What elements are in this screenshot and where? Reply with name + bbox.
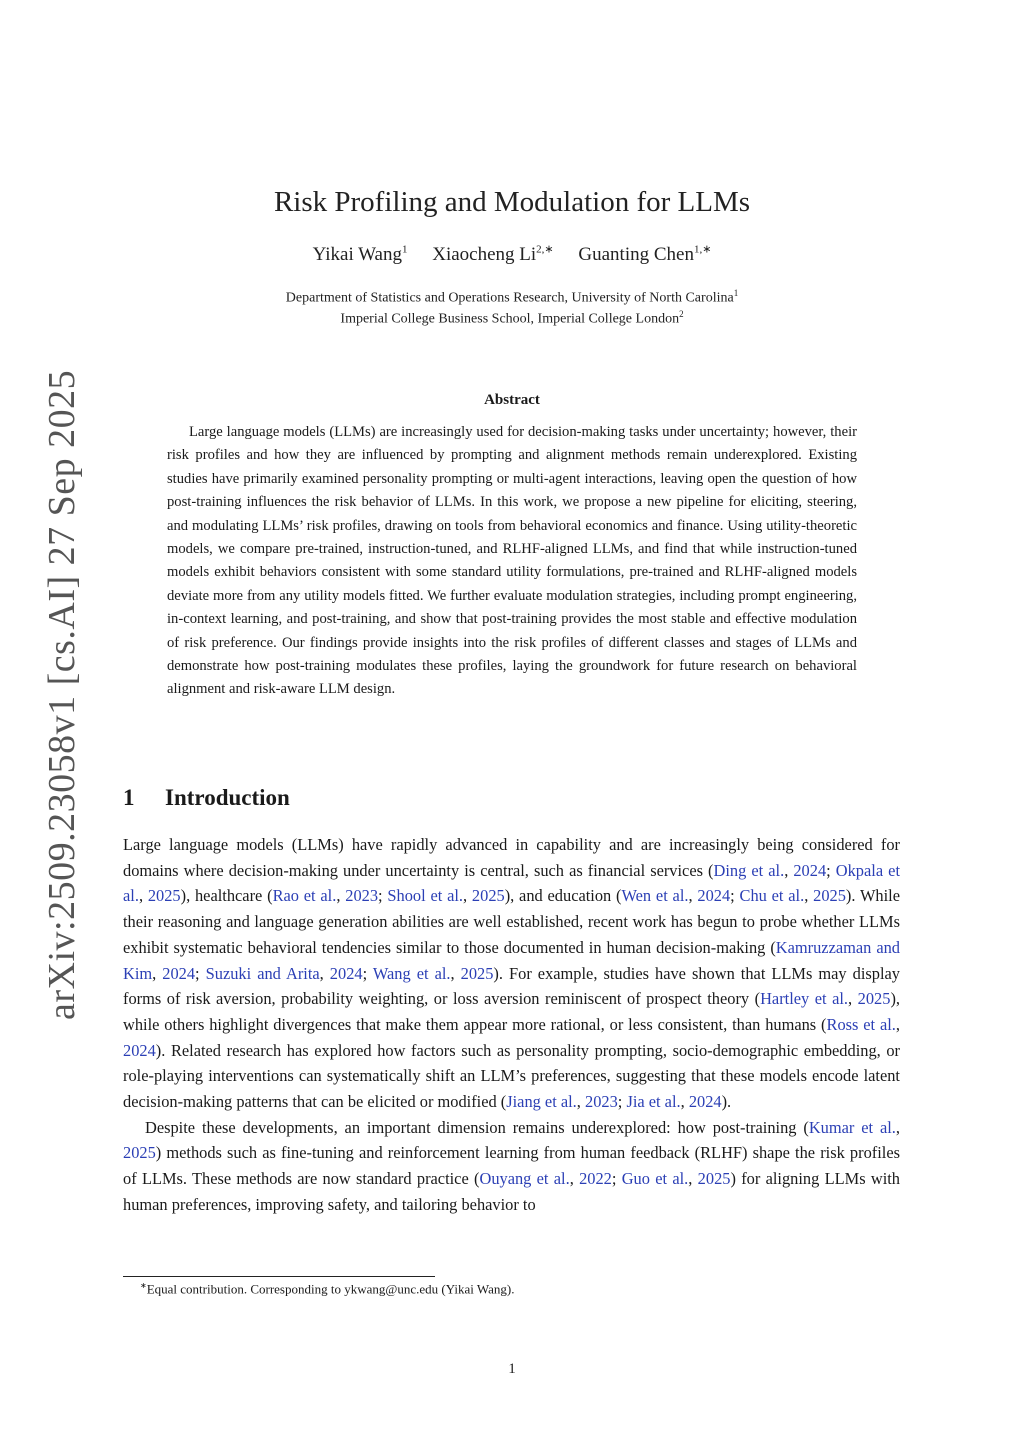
text-run: , — [569, 1169, 580, 1189]
citation-link[interactable]: Wen et al. — [621, 886, 689, 906]
citation-link[interactable]: Guo et al. — [621, 1169, 689, 1189]
text-run: ; — [362, 963, 373, 983]
text-run: ). — [721, 1092, 732, 1112]
text-run: ; — [730, 886, 740, 906]
citation-link[interactable]: 2025 — [471, 886, 505, 906]
citation-link[interactable]: 2024 — [688, 1092, 722, 1112]
citation-link[interactable]: Ding et al. — [713, 860, 785, 880]
affiliation-2: Imperial College Business School, Imperial College London$^2$ — [340, 309, 684, 327]
text-run: , — [152, 963, 163, 983]
text-run: ) methods such as fine-tuning and reinforcement learning from human feedback (RLHF) shape the risk profiles of LLMs. These methods are now standard practice ( — [123, 1143, 900, 1189]
citation-link[interactable]: Wang et al. — [372, 963, 451, 983]
citation-link[interactable]: Shool et al. — [387, 886, 464, 906]
text-run: , — [688, 1169, 698, 1189]
text-run: , — [895, 1117, 900, 1137]
citation-link[interactable]: 2024 — [697, 886, 731, 906]
citation-link[interactable]: 2024 — [123, 1040, 156, 1060]
text-run: Despite these developments, an important dimension remains underexplored: how post-training ( — [145, 1117, 809, 1137]
citation-link[interactable]: Kumar et al. — [808, 1117, 896, 1137]
text-run: ; — [195, 963, 206, 983]
citation-link[interactable]: Kamruzzaman and Kim — [123, 937, 900, 983]
text-run: ) for aligning LLMs with human preferences, improving safety, and tailoring behavior to — [123, 1169, 900, 1214]
affiliation-1: Department of Statistics and Operations Research, University of North Carolina$^1$ — [285, 288, 739, 306]
citation-link[interactable]: 2024 — [162, 963, 196, 983]
section-heading — [123, 785, 290, 811]
text-run: , — [576, 1092, 585, 1112]
citation-link[interactable]: 2023 — [585, 1092, 618, 1112]
arxiv-identifier-stamp: arXiv:2509.23058v1 [cs.AI] 27 Sep 2025 — [41, 369, 83, 1020]
author: Xiaocheng $Li^{2,∗}$ — [432, 244, 554, 266]
text-run: ), healthcare ( — [180, 886, 273, 906]
text-run: , — [138, 886, 148, 906]
text-run: , — [450, 963, 461, 983]
page-number: 1 — [508, 1361, 516, 1377]
text-run: ), while others highlight divergences that make them appear more rational, or less consistent, than humans ( — [123, 989, 900, 1034]
text-run: Large language models (LLMs) have rapidly advanced in capability and are increasingly being considered for domains where decision-making under uncertainty is central, such as financial services ( — [123, 835, 900, 880]
abstract-heading: Abstract — [484, 392, 540, 408]
text-run: ; — [378, 886, 388, 906]
text-run: ; — [611, 1169, 622, 1189]
text-run: , — [895, 1014, 900, 1034]
citation-link[interactable]: 2025 — [123, 1143, 156, 1163]
body-text — [123, 832, 900, 1218]
citation-link[interactable]: Hartley et al. — [760, 989, 849, 1009]
footnote: ∗Equal contribution. Corresponding to ykwang@unc.edu (Yikai Wang). — [140, 1281, 515, 1297]
section-number: 1 — [123, 785, 135, 810]
text-run: , — [463, 886, 472, 906]
text-run: , — [804, 886, 814, 906]
author-list — [0, 243, 1024, 266]
citation-link[interactable]: 2025 — [857, 989, 891, 1009]
text-run: , — [784, 860, 794, 880]
citation-link[interactable]: Suzuki and Arita — [205, 963, 320, 983]
citation-link[interactable]: 2022 — [579, 1169, 612, 1189]
footnote-rule — [123, 1276, 435, 1277]
text-run: , — [688, 886, 698, 906]
citation-link[interactable]: 2024 — [793, 860, 827, 880]
text-run: ; — [826, 860, 836, 880]
citation-link[interactable]: 2025 — [813, 886, 846, 906]
citation-link[interactable]: Ouyang et al. — [479, 1169, 570, 1189]
citation-link[interactable]: 2025 — [697, 1169, 731, 1189]
paragraph — [123, 1115, 900, 1218]
citation-link[interactable]: Jiang et al. — [506, 1092, 577, 1112]
text-run: ). For example, studies have shown that LLMs may display forms of risk aversion, probability weighting, or loss aversion reminiscent of prospect theory ( — [123, 963, 900, 1009]
citation-link[interactable]: Chu et al. — [739, 886, 805, 906]
text-run: ). While their reasoning and language generation abilities are well established, recent work has begun to probe whether LLMs exhibit systematic behavioral tendencies similar to those documented in human decision-making ( — [123, 886, 901, 957]
text-run: , — [319, 963, 330, 983]
citation-link[interactable]: 2025 — [460, 963, 494, 983]
abstract-body: Large language models (LLMs) are increasingly used for decision-making tasks under uncertainty; however, their risk profiles and how they are influenced by prompting and alignment methods remain underexplored. Existing studies have primarily examined personality prompting or multi-agent interactions, leaving open the question of how post-training influences the risk behavior of LLMs. In this work, we propose a new pipeline for eliciting, steering, and modulating LLMs’ risk profiles, drawing on tools from behavioral economics and finance. Using utility-theoretic models, we compare pre-trained, instruction-tuned, and RLHF-aligned LLMs, and find that while instruction-tuned models exhibit behaviors consistent with some standard utility formulations, pre-trained and RLHF-aligned models deviate more from any utility models fitted. We further evaluate modulation strategies, including prompt engineering, in-context learning, and post-training, and show that post-training provides the most stable and effective modulation of risk preference. Our findings provide insights into the risk profiles of different classes and stages of LLMs and demonstrate how post-training modulates these profiles, laying the groundwork for future research on behavioral alignment and risk-aware LLM design. — [167, 424, 857, 698]
citation-link[interactable]: Jia et al. — [626, 1092, 681, 1112]
text-run: ). Related research has explored how factors such as personality prompting, socio-demographic embedding, or role-playing interventions can systematically shift an LLM’s preferences, suggesting that these models encode latent decision-making patterns that can be elicited or modified ( — [123, 1040, 900, 1112]
author: Yikai Wang$^1$ — [312, 244, 408, 266]
text-run: ; — [617, 1092, 627, 1112]
citation-link[interactable]: 2024 — [329, 963, 363, 983]
author: Guanting Chen$^{1,∗}$ — [578, 244, 712, 266]
citation-link[interactable]: 2025 — [147, 886, 181, 906]
text-run: , — [680, 1092, 689, 1112]
text-run: , — [336, 886, 346, 906]
section-title: Introduction — [165, 785, 290, 810]
citation-link[interactable]: Rao et al. — [272, 886, 337, 906]
text-run: ), and education ( — [504, 886, 622, 906]
citation-link[interactable]: Okpala et al. — [123, 860, 900, 906]
paragraph — [123, 832, 900, 1115]
citation-link[interactable]: Ross et al. — [826, 1014, 896, 1034]
text-run: , — [848, 989, 858, 1009]
citation-link[interactable]: 2023 — [345, 886, 379, 906]
paper-title: Risk Profiling and Modulation for LLMs — [273, 186, 751, 218]
